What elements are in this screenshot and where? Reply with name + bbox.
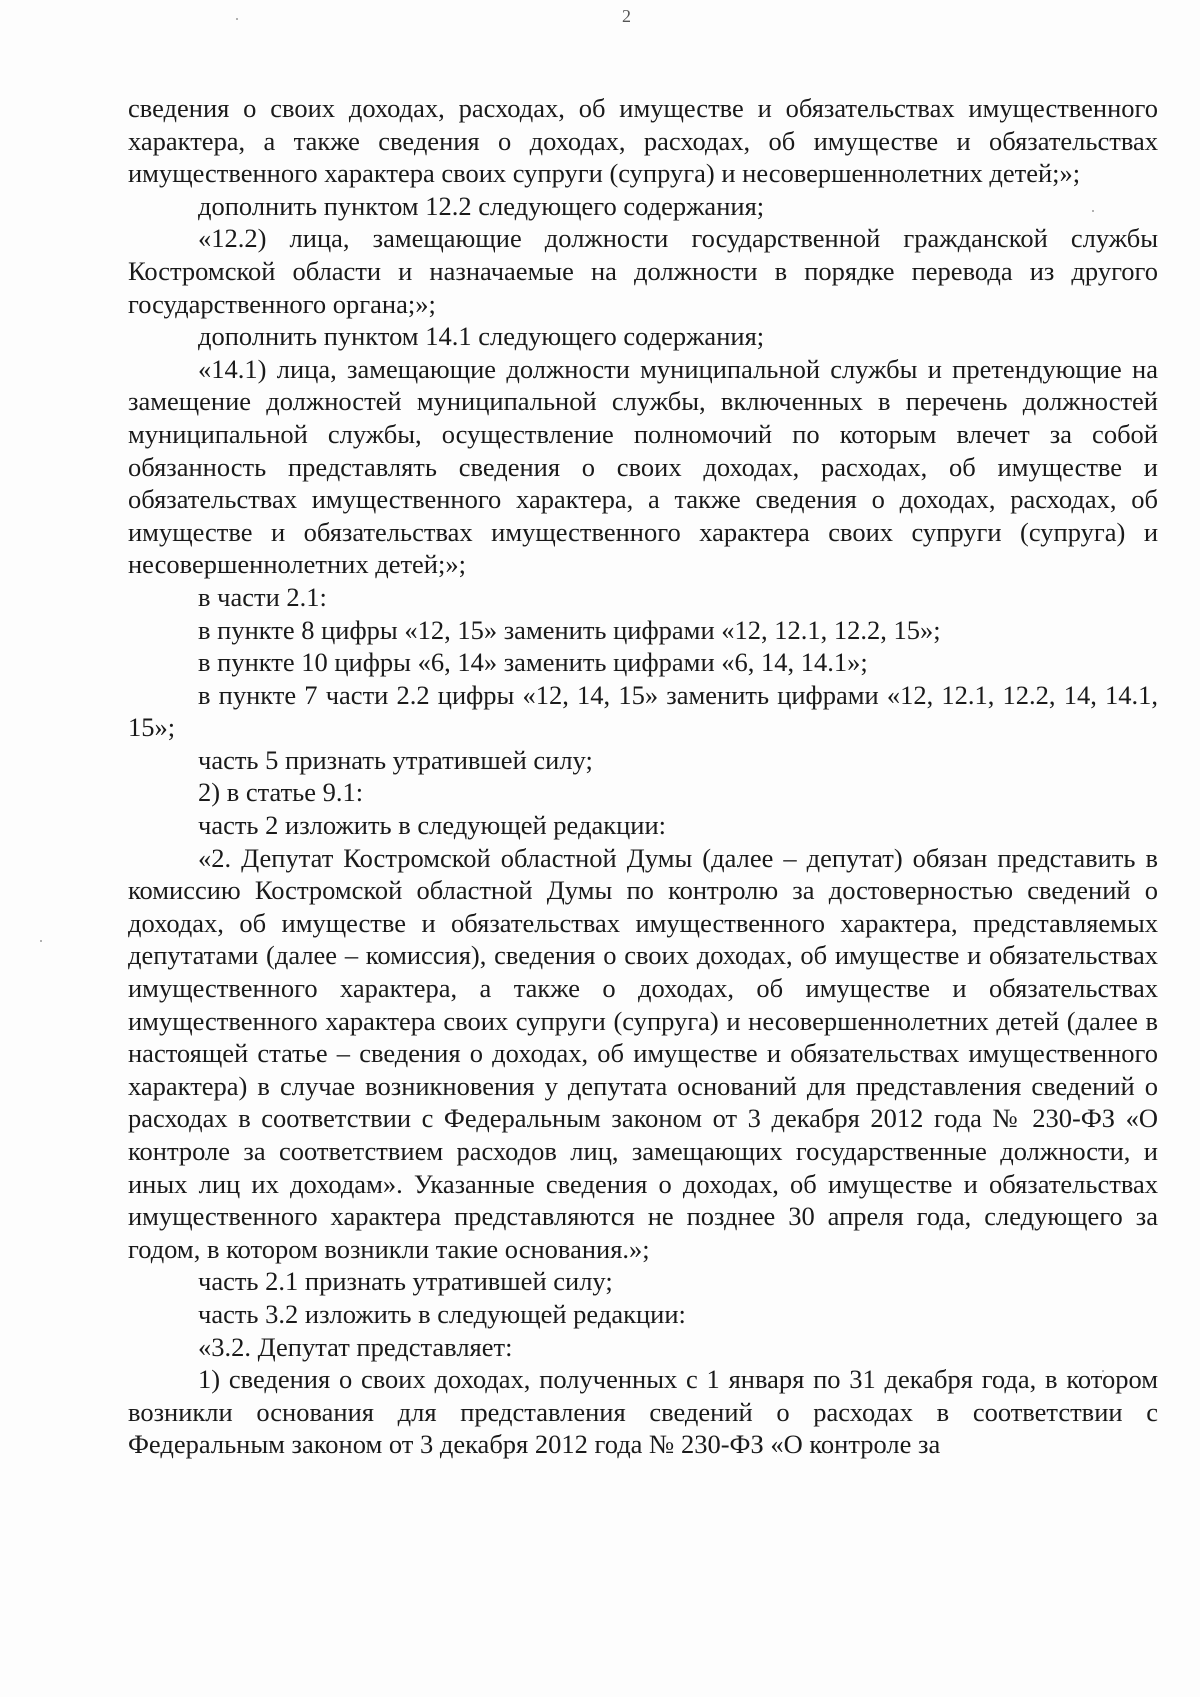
page-number: 2: [622, 6, 631, 26]
paragraph: часть 2 изложить в следующей редакции:: [198, 810, 666, 841]
paragraph: «14.1) лица, замещающие должности муниципальной службы и претендующие на замещение должностей муниципальной службы, включенных в перечень должностей муниципальной службы, осуществление полномочий по которым влечет за собой обязанность представлять сведения о своих доходах, расходах, об имуществе и обязательствах имущественного характера, а также сведения о доходах, расходах, об имуществе и обязательствах имущественного характера своих супруги (супруга) и несовершеннолетних детей;»;: [128, 353, 1158, 580]
paragraph: в пункте 7 части 2.2 цифры «12, 14, 15» заменить цифрами «12, 12.1, 12.2, 14, 14.1, 15»;: [128, 679, 1158, 743]
paragraph: 2) в статье 9.1:: [198, 777, 364, 808]
paragraph: «12.2) лица, замещающие должности государственной гражданской службы Костромской области и назначаемые на должности в порядке перевода из другого государственного органа;»;: [128, 223, 1158, 319]
paragraph: в пункте 8 цифры «12, 15» заменить цифрами «12, 12.1, 12.2, 15»;: [198, 614, 941, 645]
paragraph: в части 2.1:: [198, 581, 327, 612]
document-body: [128, 92, 1158, 1461]
paragraph: дополнить пунктом 14.1 следующего содержания;: [198, 321, 765, 352]
paragraph: часть 2.1 признать утратившей силу;: [198, 1266, 613, 1297]
paragraph-continuation: сведения о своих доходах, расходах, об имуществе и обязательствах имущественного характера, а также сведения о доходах, расходах, об имуществе и обязательствах имущественного характера своих супруги (супруга) и несовершеннолетних детей;»;: [128, 93, 1158, 189]
scan-speck: [40, 940, 42, 942]
paragraph: «2. Депутат Костромской областной Думы (далее – депутат) обязан представить в комиссию Костромской областной Думы по контролю за достоверностью сведений о доходах, об имуществе и обязательствах имущественного характера, представляемых депутатами (далее – комиссия), сведения о своих доходах, об имуществе и обязательствах имущественного характера, а также о доходах, об имуществе и обязательствах имущественного характера своих супруги (супруга) и несовершеннолетних детей (далее в настоящей статье – сведения о доходах, об имуществе и обязательствах имущественного характера) в случае возникновения у депутата оснований для представления сведений о расходах в соответствии с Федеральным законом от 3 декабря 2012 года № 230-ФЗ «О контроле за соответствием расходов лиц, замещающих государственные должности, и иных лиц их доходам». Указанные сведения о доходах, об имуществе и обязательствах имущественного характера представляются не позднее 30 апреля года, следующего за годом, в котором возникли такие основания.»;: [128, 842, 1158, 1264]
paragraph: «3.2. Депутат представляет:: [198, 1331, 513, 1362]
paragraph: в пункте 10 цифры «6, 14» заменить цифрами «6, 14, 14.1»;: [198, 647, 868, 678]
paragraph: дополнить пунктом 12.2 следующего содержания;: [198, 190, 765, 221]
paragraph: 1) сведения о своих доходах, полученных с 1 января по 31 декабря года, в котором возникли основания для представления сведений о расходах в соответствии с Федеральным законом от 3 декабря 2012 года № 230-ФЗ «О контроле за: [128, 1364, 1158, 1460]
paragraph: часть 3.2 изложить в следующей редакции:: [198, 1298, 686, 1329]
scan-speck: [236, 18, 238, 20]
paragraph: часть 5 признать утратившей силу;: [198, 744, 593, 775]
